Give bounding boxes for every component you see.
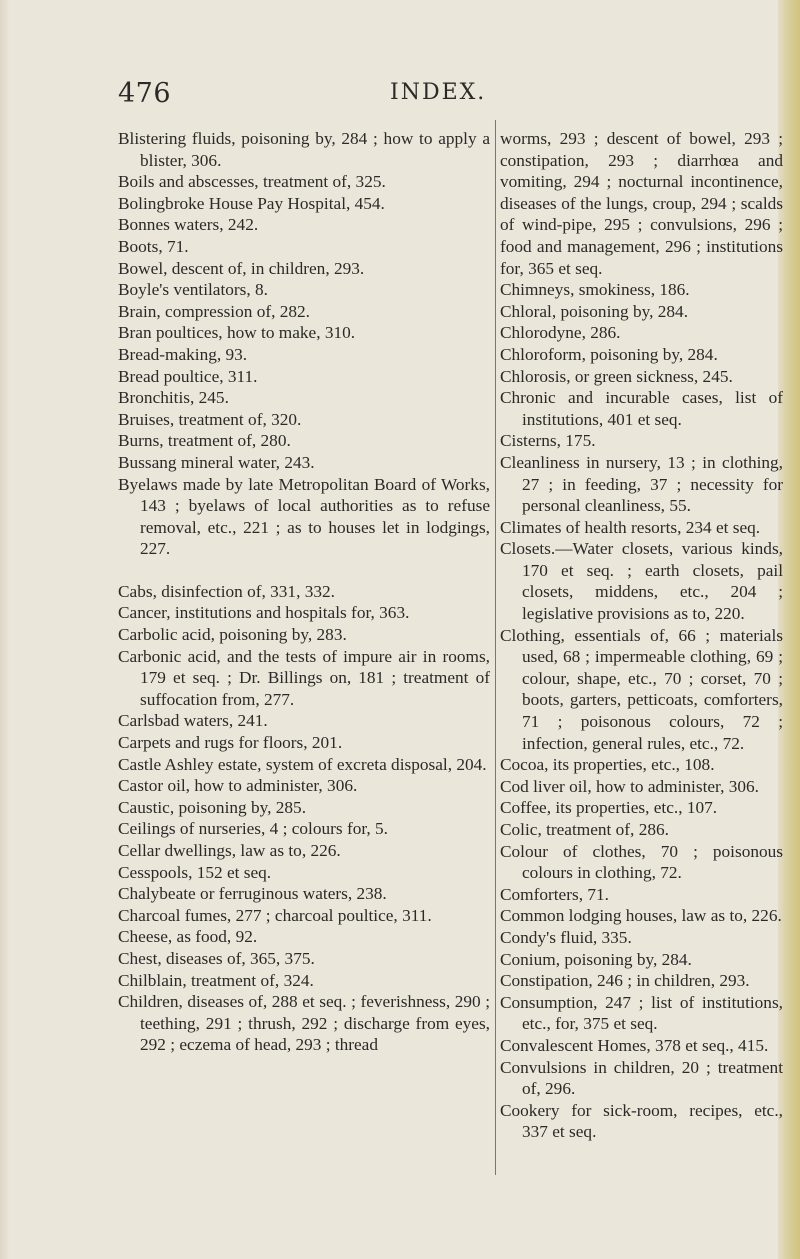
index-entry: Coffee, its properties, etc., 107. (500, 798, 718, 818)
index-entry: Conium, poisoning by, 284. (500, 949, 692, 969)
index-entry: Climates of health resorts, 234 et seq. (500, 517, 761, 537)
index-entry: Bread poultice, 311. (118, 366, 258, 386)
index-entry: Comforters, 71. (500, 884, 609, 904)
index-entry: Carpets and rugs for floors, 201. (118, 733, 343, 753)
index-entry: Boots, 71. (118, 236, 189, 256)
index-entry: Caustic, poisoning by, 285. (118, 797, 307, 817)
index-entry: Common lodging houses, law as to, 226. (500, 906, 782, 926)
index-column-left (118, 128, 490, 1056)
index-entry: Chronic and incurable cases, list of institutions, 401 et seq. (500, 388, 783, 429)
index-entry: Cancer, institutions and hospitals for, 363. (118, 603, 410, 623)
index-entry: Cod liver oil, how to administer, 306. (500, 776, 759, 796)
index-entry: Children, diseases of, 288 et seq. ; feverishness, 290 ; teething, 291 ; thrush, 292 ; discharge from eyes, 292 ; eczema of head, 293 ; thread (118, 992, 490, 1055)
index-entry: Brain, compression of, 282. (118, 301, 310, 321)
index-entry: Bruises, treatment of, 320. (118, 409, 302, 429)
index-entry: Byelaws made by late Metropolitan Board of Works, 143 ; byelaws of local authorities as to refuse removal, etc., 221 ; as to houses let in lodgings, 227. (118, 474, 490, 559)
index-entry: Burns, treatment of, 280. (118, 431, 291, 451)
index-entry: Chloral, poisoning by, 284. (500, 301, 689, 321)
index-entry: Ceilings of nurseries, 4 ; colours for, 5. (118, 819, 389, 839)
index-entry: Boyle's ventilators, 8. (118, 280, 268, 300)
page-number: 476 (118, 78, 172, 109)
index-entry: Boils and abscesses, treatment of, 325. (118, 172, 386, 192)
index-entry: Closets.—Water closets, various kinds, 170 et seq. ; earth closets, pail closets, middens, etc., 204 ; legislative provisions as to, 220. (500, 539, 783, 624)
index-entry: Charcoal fumes, 277 ; charcoal poultice, 311. (118, 905, 432, 925)
index-entry: Bran poultices, how to make, 310. (118, 323, 356, 343)
index-entry: Colic, treatment of, 286. (500, 820, 669, 839)
index-entry: Bowel, descent of, in children, 293. (118, 258, 365, 278)
letter-section-gap (118, 560, 490, 581)
index-entry: Cisterns, 175. (500, 431, 596, 451)
index-entry: Bread-making, 93. (118, 344, 248, 364)
page-header (118, 78, 718, 112)
index-entry: Chalybeate or ferruginous waters, 238. (118, 884, 387, 904)
index-entry: Cesspools, 152 et seq. (118, 862, 272, 882)
page-gutter-shadow (0, 0, 10, 1259)
index-entry: Bussang mineral water, 243. (118, 452, 315, 472)
index-entry: Castle Ashley estate, system of excreta disposal, 204. (118, 754, 487, 774)
index-entry: Cellar dwellings, law as to, 226. (118, 841, 341, 860)
index-entry-continuation: worms, 293 ; descent of bowel, 293 ; constipation, 293 ; diarrhœa and vomiting, 294 ; nocturnal incontinence, diseases of the lungs, croup, 294 ; scalds of wind-pipe, 295 ; convulsions, 296 ; food and management, 296 ; institutions for, 365 et seq. (500, 129, 783, 278)
index-entry: Convulsions in children, 20 ; treatment of, 296. (500, 1057, 783, 1099)
index-entry: Cleanliness in nursery, 13 ; in clothing, 27 ; in feeding, 37 ; necessity for personal cleanliness, 55. (500, 452, 783, 516)
index-entry: Clothing, essentials of, 66 ; materials used, 68 ; impermeable clothing, 69 ; colour, shape, etc., 70 ; corset, 70 ; boots, garters, petticoats, comforters, 71 ; poisonous colours, 72 ; infection, general rules, etc., 72. (500, 625, 783, 753)
index-entry: Chest, diseases of, 365, 375. (118, 948, 315, 968)
index-entry: Carbolic acid, poisoning by, 283. (118, 625, 347, 645)
index-column-right (500, 128, 783, 1143)
index-entry: Chlorosis, or green sickness, 245. (500, 366, 733, 386)
index-entry: Constipation, 246 ; in children, 293. (500, 971, 750, 991)
index-entry: Bonnes waters, 242. (118, 215, 259, 235)
index-entry: Carlsbad waters, 241. (118, 711, 268, 731)
index-entry: Condy's fluid, 335. (500, 927, 632, 947)
index-entry: Cocoa, its properties, etc., 108. (500, 755, 715, 775)
index-entry: Bronchitis, 245. (118, 388, 229, 408)
index-entry: Cabs, disinfection of, 331, 332. (118, 581, 335, 601)
index-entry: Consumption, 247 ; list of institutions, etc., for, 375 et seq. (500, 992, 783, 1034)
index-entry: Convalescent Homes, 378 et seq., 415. (500, 1035, 769, 1055)
index-entry: Carbonic acid, and the tests of impure air in rooms, 179 et seq. ; Dr. Billings on, 181 ; treatment of suffocation from, 277. (118, 646, 490, 709)
running-title: INDEX. (390, 80, 487, 105)
index-entry: Chimneys, smokiness, 186. (500, 280, 690, 300)
index-entry: Cookery for sick-room, recipes, etc., 337 et seq. (500, 1100, 783, 1142)
index-entry: Colour of clothes, 70 ; poisonous colours in clothing, 72. (500, 841, 783, 883)
column-divider (495, 120, 496, 1175)
index-entry: Chloroform, poisoning by, 284. (500, 344, 718, 364)
index-entry: Chlorodyne, 286. (500, 323, 621, 343)
index-entry: Castor oil, how to administer, 306. (118, 776, 358, 796)
index-entry: Chilblain, treatment of, 324. (118, 970, 314, 990)
index-entry: Cheese, as food, 92. (118, 927, 258, 947)
index-entry: Blistering fluids, poisoning by, 284 ; how to apply a blister, 306. (118, 129, 490, 170)
index-entry: Bolingbroke House Pay Hospital, 454. (118, 193, 385, 213)
